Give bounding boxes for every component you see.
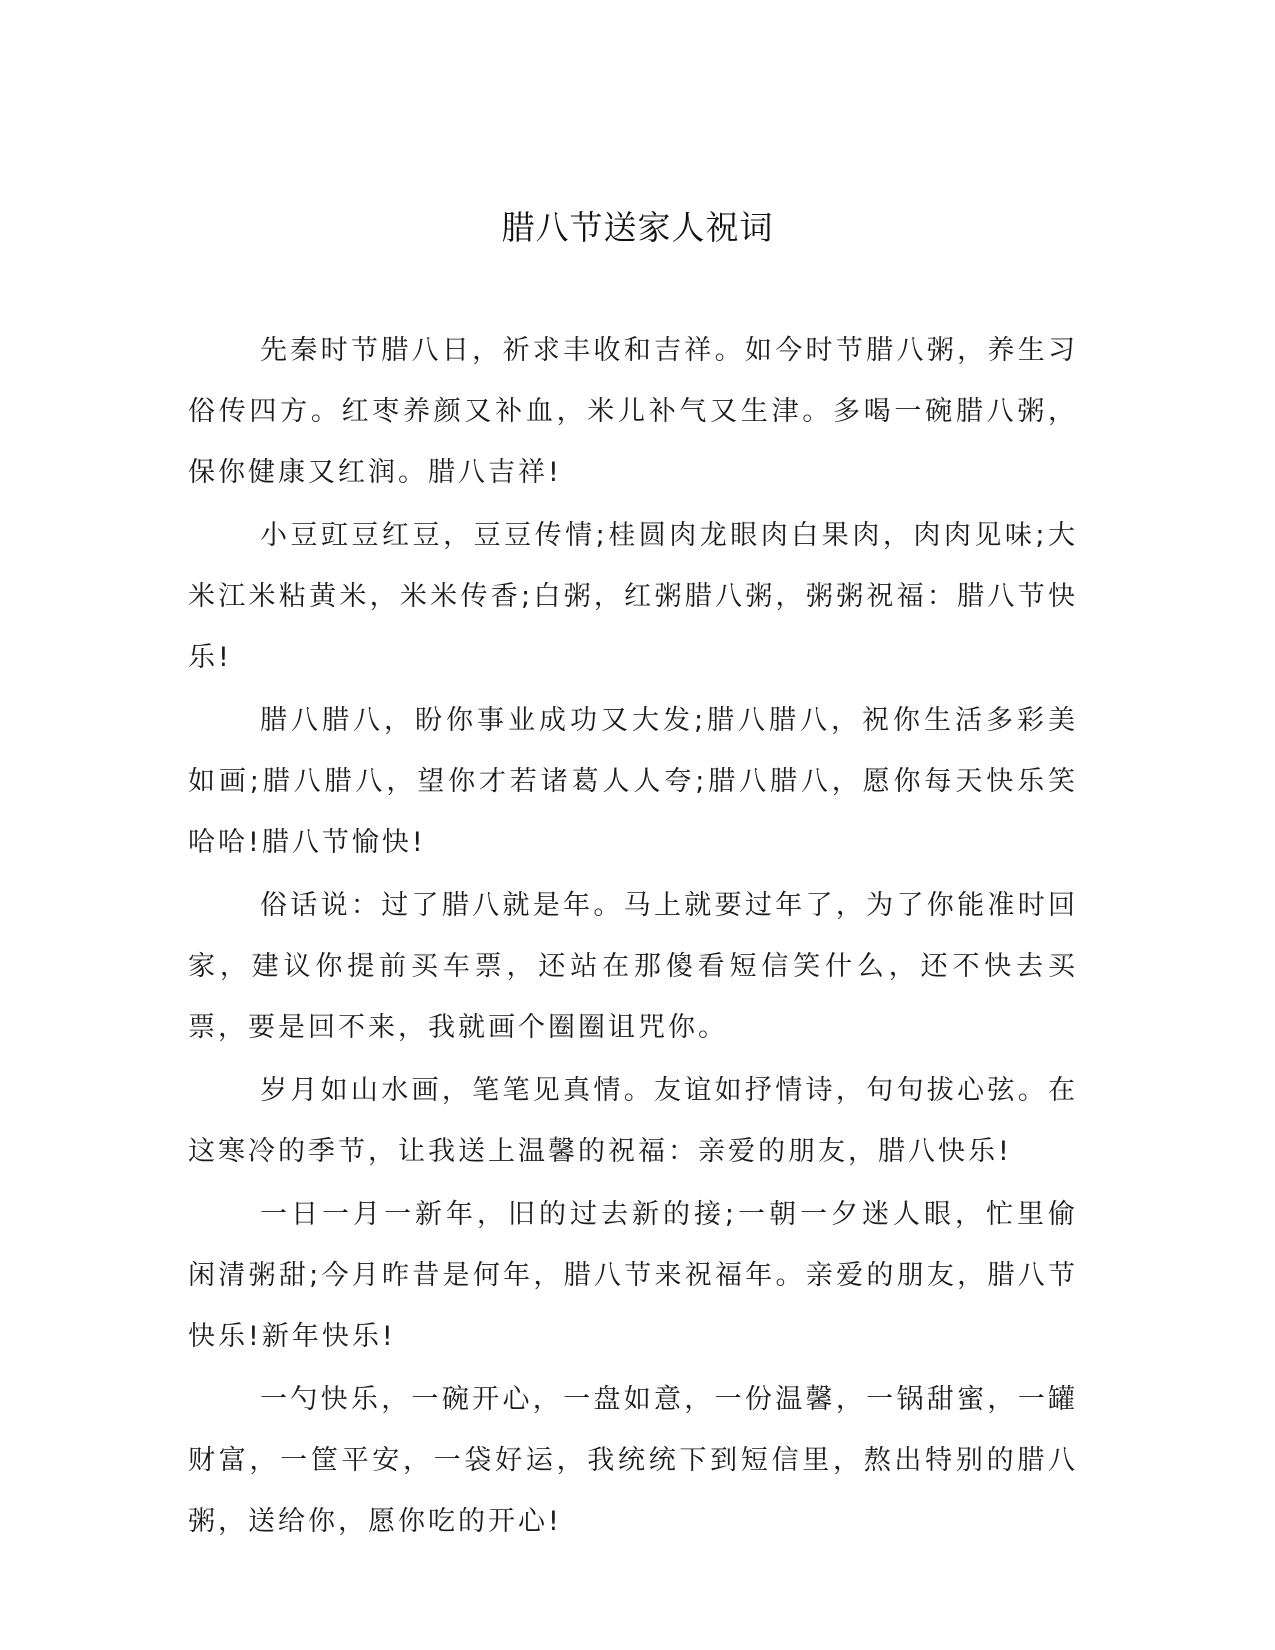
paragraph-2: 小豆豇豆红豆，豆豆传情;桂圆肉龙眼肉白果肉，肉肉见味;大米江米粘黄米，米米传香;白粥，红粥腊八粥，粥粥祝福：腊八节快乐!	[188, 520, 1078, 673]
paragraph-3: 腊八腊八，盼你事业成功又大发;腊八腊八，祝你生活多彩美如画;腊八腊八，望你才若诸葛人人夸;腊八腊八，愿你每天快乐笑哈哈!腊八节愉快!	[188, 705, 1078, 858]
paragraph-1: 先秦时节腊八日，祈求丰收和吉祥。如今时节腊八粥，养生习俗传四方。红枣养颜又补血，米儿补气又生津。多喝一碗腊八粥，保你健康又红润。腊八吉祥!	[188, 335, 1078, 488]
paragraph-5: 岁月如山水画，笔笔见真情。友谊如抒情诗，句句拔心弦。在这寒冷的季节，让我送上温馨的祝福：亲爱的朋友，腊八快乐!	[188, 1075, 1078, 1167]
paragraph-7: 一勺快乐，一碗开心，一盘如意，一份温馨，一锅甜蜜，一罐财富，一筐平安，一袋好运，我统统下到短信里，熬出特别的腊八粥，送给你，愿你吃的开心!	[188, 1384, 1078, 1537]
document-title: 腊八节送家人祝词	[501, 208, 774, 247]
paragraph-6: 一日一月一新年，旧的过去新的接;一朝一夕迷人眼，忙里偷闲清粥甜;今月昨昔是何年，腊八节来祝福年。亲爱的朋友，腊八节快乐!新年快乐!	[188, 1199, 1078, 1352]
paragraph-4: 俗话说：过了腊八就是年。马上就要过年了，为了你能准时回家，建议你提前买车票，还站在那傻看短信笑什么，还不快去买票，要是回不来，我就画个圈圈诅咒你。	[188, 890, 1078, 1043]
document-body	[188, 320, 1078, 1554]
